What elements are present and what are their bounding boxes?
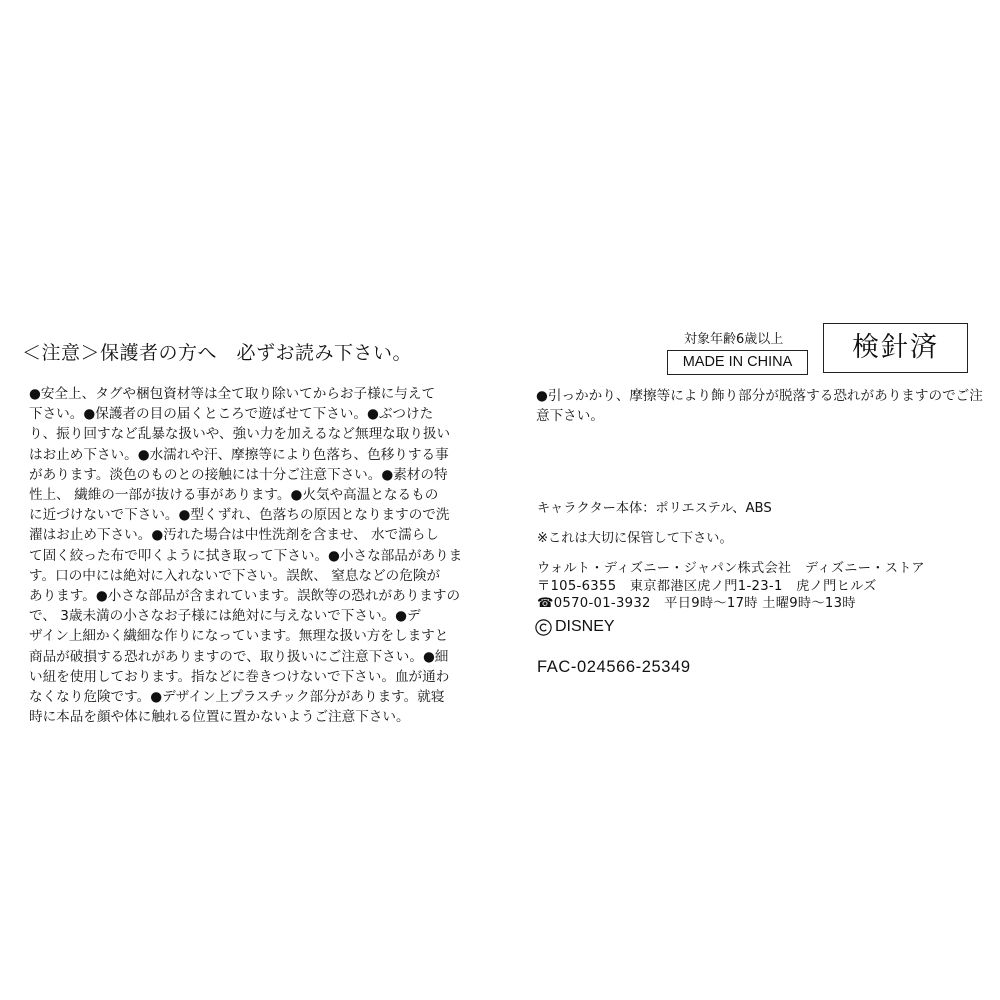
- age-label: 対象年齢6歳以上: [684, 332, 784, 347]
- warning-line: 下さい。●保護者の目の届くところで遊ばせて下さい。●ぶつけた: [29, 406, 434, 423]
- company-name: ウォルト・ディズニー・ジャパン株式会社 ディズニー・ストア: [537, 561, 925, 576]
- material-info: キャラクター本体：ポリエステル、ABS: [537, 501, 772, 516]
- keep-note: ※これは大切に保管して下さい。: [537, 531, 733, 546]
- warning-line: なくなり危険です。●デザイン上プラスチック部分があります。就寝: [29, 689, 445, 706]
- copyright-text: DISNEY: [555, 618, 615, 635]
- company-address: 〒105-6355 東京都港区虎ノ門1-23-1 虎ノ門ヒルズ: [537, 579, 877, 594]
- product-code: FAC-024566-25349: [537, 658, 691, 676]
- warning-line: り、振り回すなど乱暴な扱いや、強い力を加えるなど無理な取り扱い: [29, 426, 451, 443]
- warning-line: で、 3歳未満の小さなお子様には絶対に与えないで下さい。●デ: [29, 608, 421, 625]
- warning-line: はお止め下さい。●水濡れや汗、摩擦等により色落ち、色移りする事: [29, 446, 449, 463]
- warning-line: 商品が破損する恐れがありますので、取り扱いにご注意下さい。●細: [29, 648, 449, 665]
- detachment-warning: [536, 386, 983, 426]
- copyright-line: [535, 618, 615, 636]
- warning-line: い紐を使用しております。指などに巻きつけないで下さい。血が通わ: [29, 668, 450, 685]
- note-line: ●引っかかり、摩擦等により飾り部分が脱落する恐れがありますのでご注: [536, 388, 983, 404]
- warning-line: す。口の中には絶対に入れないで下さい。誤飲、 窒息などの危険が: [29, 567, 441, 584]
- warning-line: あります。●小さな部品が含まれています。誤飲等の恐れがありますの: [29, 588, 461, 605]
- copyright-icon: [535, 619, 552, 636]
- company-phone: ☎0570-01-3932 平日9時～17時 土曜9時～13時: [537, 596, 856, 611]
- warning-line: 性上、 繊維の一部が抜ける事があります。●火気や高温となるもの: [29, 487, 439, 504]
- warning-line: ザイン上細かく繊細な作りになっています。無理な扱い方をしますと: [29, 628, 449, 645]
- warning-line: 時に本品を顔や体に触れる位置に置かないようご注意下さい。: [29, 709, 410, 726]
- inspected-stamp: 検針済: [823, 323, 968, 373]
- note-line: 意下さい。: [536, 408, 604, 425]
- made-in-china-label: MADE IN CHINA: [667, 350, 808, 375]
- warning-line: て固く絞った布で叩くように拭き取って下さい。●小さな部品がありま: [29, 547, 463, 564]
- caution-heading: ＜注意＞保護者の方へ 必ずお読み下さい。: [22, 342, 413, 364]
- warning-text-block: [29, 384, 474, 727]
- warning-line: があります。淡色のものとの接触には十分ご注意下さい。●素材の特: [29, 466, 448, 483]
- warning-line: ●安全上、タグや梱包資材等は全て取り除いてからお子様に与えて: [29, 386, 436, 402]
- warning-line: 濯はお止め下さい。●汚れた場合は中性洗剤を含ませ、 水で濡らし: [29, 527, 439, 544]
- warning-line: に近づけないで下さい。●型くずれ、色落ちの原因となりますので洗: [29, 507, 450, 524]
